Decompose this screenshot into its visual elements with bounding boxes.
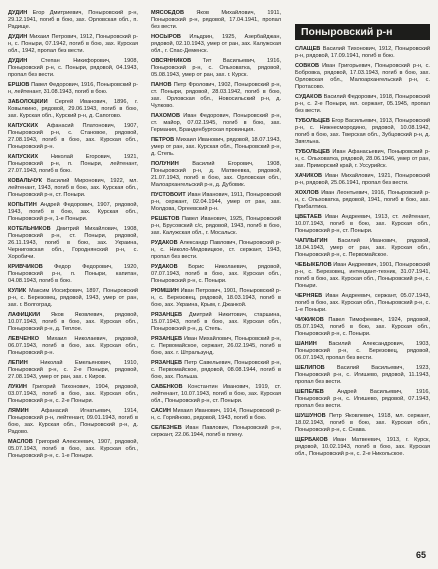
page-number: 65: [415, 550, 426, 560]
memorial-entry: [151, 240, 281, 261]
entry-details: Иван Михайлович, 1921, Поныровский р-н, рядовой, 25.06.1941, пропал без вести.: [295, 173, 430, 186]
entry-details: Василий Васильевич, 1923, Поныровский р-н, с. Игишево, рядовой, 11.1943, пропал без вести.: [295, 365, 430, 385]
memorial-entry: [151, 192, 281, 213]
memorial-entry: [151, 425, 281, 439]
entry-details: Тит Васильевич, 1916, Поныровский р-н, с. Ольховатка, рядовой, 05.08.1943, умер от ран, зах. г. Курск.: [151, 58, 281, 78]
memorial-entry: [8, 408, 138, 436]
memorial-entry: [151, 10, 281, 31]
entry-details: Петр Савельевич, Поныровский р-н, с. Первомайское, рядовой, 08.08.1944, погиб в бою, зах. Польша.: [151, 360, 281, 380]
memorial-entry: [8, 99, 138, 120]
entry-surname: ПУСТОВОЙТ: [151, 192, 186, 198]
entry-details: Петр Яковлевич, 1918, мл. сержант, 18.02.1943, погиб в бою, зах. Курская обл., Поныровский р-н, с. Снава.: [295, 413, 430, 433]
entry-surname: ПОЛУНИН: [151, 161, 179, 167]
entry-surname: НОСЫРОВ: [151, 34, 181, 40]
entry-surname: ХОХЛОВ: [295, 190, 319, 196]
entry-details: Николай Егорович, 1921, Поныровский р-н, п. Поныри, лейтенант, 27.07.1943, погиб в бою.: [8, 154, 138, 174]
entry-details: Иван Павлович, Поныровский р-н, сержант, 22.06.1944, погиб в плену.: [151, 425, 281, 438]
entry-surname: РЕШЕТОВ: [151, 216, 180, 222]
memorial-entry: [151, 216, 281, 237]
memorial-entry: [8, 82, 138, 96]
entry-surname: ТУБОЛЬЦЕВ: [295, 149, 330, 155]
entry-surname: ПЕТРОВ: [151, 137, 175, 143]
column-right: [295, 46, 430, 461]
entry-surname: ДУДИН: [8, 34, 28, 40]
entry-details: Яков Яковлевич, рядовой, 10.07.1943, погиб в бою, зах. Курская обл., Поныровский р-н, д. Теплое.: [8, 312, 138, 332]
memorial-entry: [8, 360, 138, 381]
memorial-entry: [151, 360, 281, 381]
entry-details: Афанасий Платонович, 1907, Поныровский р-н, с. Становое, рядовой, 27.08.1943, погиб в бою, зах. Курская обл., Поныровский р-н.: [8, 123, 138, 150]
entry-details: Максим Иосифович, 1897, Поныровский р-н, с. Березовец, рядовой, 1943, умер от ран, зах. г. Волгоград.: [8, 288, 138, 308]
entry-details: Иван Матвеевич, 1913, г. Курск, рядовой, 10.02.1943, погиб в бою, зах. Курская обл., Поныровский р-н, с. 2-е Никольское.: [295, 437, 430, 457]
entry-surname: ОВСЯННИКОВ: [151, 58, 192, 64]
memorial-entry: [151, 384, 281, 405]
memorial-entry: [295, 437, 430, 458]
entry-details: Михаил Петрович, 1912, Поныровский р-н, с. Поныри, 07.1942, погиб в бою, зах. Курская обл., 1942, пропал без вести.: [8, 34, 138, 54]
entry-surname: ПАХОМОВ: [151, 113, 181, 119]
memorial-entry: [8, 264, 138, 285]
memorial-entry: [8, 226, 138, 261]
entry-details: Василий Федорович, 1918, Поныровский р-н, с. 2-е Поныри, мл. сержант, 05.1945, пропал без вести.: [295, 94, 430, 114]
entry-surname: ЗАБОЛОЦКИЙ: [8, 99, 48, 105]
entry-surname: РЯЗАНЦЕВ: [151, 312, 183, 318]
entry-surname: ШУШУНОВ: [295, 413, 326, 419]
entry-details: Ильдрин, 1925, Азербайджан, рядовой, 02.10.1943, умер от ран, зах. Калужская обл., г. Спас-Деменск.: [151, 34, 281, 54]
column-middle: [151, 10, 281, 442]
column-left: [8, 10, 138, 463]
memorial-book-page: [8, 10, 430, 562]
entry-details: Иван Андреевич, сержант, 05.07.1943, погиб в бою, зах. Курская обл., Поныровский р-н, с. 1-е Поныри.: [295, 293, 430, 313]
section-title: Поныровский р-н: [295, 24, 430, 40]
memorial-entry: [151, 137, 281, 158]
entry-details: Павел Федорович, 1916, Поныровский р-н, лейтенант, 31.08.1943, погиб в бою.: [8, 82, 138, 95]
entry-details: Константин Иванович, 1919, ст. лейтенант, 10.07.1943, погиб в бою, зах. Курская обл., Поныровский р-н, ст. Поныри.: [151, 384, 281, 404]
entry-details: Александр Павлович, Поныровский р-н, с. Николо-Медовицкое, ст. сержант, 1943, пропал без вести.: [151, 240, 281, 260]
entry-surname: САСИН: [151, 408, 171, 414]
memorial-entry: [151, 161, 281, 189]
entry-details: Яков Михайлович, 1911, Поныровский р-н, рядовой, 17.04.1941, пропал без вести.: [151, 10, 281, 30]
entry-details: Сергей Иванович, 1896, г. Ковылкино, рядовой, 29.06.1943, погиб в бою, зах. Курская обл., Курский р-н, д. Сапогово.: [8, 99, 138, 119]
entry-surname: ЧАПЛЫГИН: [295, 238, 328, 244]
entry-surname: РЮМШИН: [151, 288, 179, 294]
entry-details: Василий Александрович, 1903, Поныровский р-н, с. Березовец, рядовой, 06.07.1943, пропал без вести.: [295, 341, 430, 361]
entry-details: Николай Емельянович, 1910, Поныровский р-н, с. 2-е Поныри, рядовой, 27.08.1943, умер от ран, зах. г. Киров.: [8, 360, 138, 380]
memorial-entry: [8, 154, 138, 175]
entry-details: Иван Афанасьевич, Поныровский р-н, с. Ольховатка, рядовой, 28.06.1946, умер от ран, зах. Приморский край, г. Уссурийск.: [295, 149, 430, 169]
memorial-entry: [295, 317, 430, 338]
entry-details: Иван Федорович, Поныровский р-н, ст. майор, 07.02.1945, погиб в бою, зах. Германия, Бранденбургская провинция.: [151, 113, 281, 133]
entry-surname: ЛЯМИН: [8, 408, 29, 414]
entry-surname: ЕРШОВ: [8, 82, 30, 88]
entry-surname: СЕЛЕЗНЕВ: [151, 425, 182, 431]
entry-details: Андрей Васильевич, 1916, Поныровский р-н, с. Игишево, рядовой, 07.1943, пропал без вести.: [295, 389, 430, 409]
entry-surname: КОВАЛЬЧУК: [8, 178, 42, 184]
memorial-entry: [151, 34, 281, 55]
memorial-entry: [295, 293, 430, 314]
memorial-entry: [151, 113, 281, 134]
memorial-entry: [8, 34, 138, 55]
entry-surname: РУДАКОВ: [151, 264, 178, 270]
entry-surname: ЧИЖИКОВ: [295, 317, 324, 323]
memorial-entry: [8, 58, 138, 79]
entry-details: Афанасий Игнатьевич, 1914, Поныровский р-н, лейтенант, 09.01.1943, погиб в бою, зах. Курская обл., Поныровский р-н, д. Радово.: [8, 408, 138, 435]
entry-surname: КУЛИК: [8, 288, 27, 294]
entry-surname: ШЕЛИПОВ: [295, 365, 325, 371]
memorial-entry: [8, 10, 138, 31]
memorial-entry: [8, 288, 138, 309]
entry-surname: РЯЗАНЦЕВ: [151, 360, 183, 366]
entry-surname: ЛУКИН: [8, 384, 27, 390]
memorial-entry: [8, 178, 138, 199]
entry-details: Борис Николаевич, рядовой, 07.07.1943, погиб в бою, зах. Курская обл., Поныровский р-н, с. Поныри.: [151, 264, 281, 284]
memorial-entry: [8, 336, 138, 357]
entry-surname: КОПЫТИН: [8, 202, 37, 208]
memorial-entry: [295, 149, 430, 170]
entry-details: Михаил Иванович, рядовой, 18.07.1943, умер от ран, зах. Курская обл., Поныровский р-н, д. Степь.: [151, 137, 281, 157]
memorial-entry: [295, 238, 430, 259]
memorial-entry: [295, 118, 430, 146]
entry-details: Егор Васильевич, 1913, Поныровский р-н, с. Нижнесмородино, рядовой, 10.08.1942, погиб в бою, зах. Тверская обл., Зубцовский р-н, д. Звягльна.: [295, 118, 430, 145]
memorial-entry: [295, 173, 430, 187]
entry-surname: СОВКОВ: [295, 63, 320, 69]
entry-surname: ЛЕПИН: [8, 360, 28, 366]
entry-surname: РЯЗАНЦЕВ: [151, 336, 183, 342]
entry-surname: ЧЕБЫКЕЛОВ: [295, 262, 332, 268]
entry-surname: КАПУСКИХ: [8, 154, 39, 160]
memorial-entry: [295, 341, 430, 362]
memorial-entry: [151, 264, 281, 285]
entry-details: Иван Леонтьевич, 1916, Поныровский р-н, с. Ольховатка, рядовой, 1941, погиб в бою, зах. Прибалтика.: [295, 190, 430, 210]
memorial-entry: [295, 262, 430, 290]
entry-details: Федор Федорович, 1920, Поныровский р-н, п. Поныри, капитан, 04.08.1943, погиб в бою.: [8, 264, 138, 284]
memorial-entry: [295, 94, 430, 115]
entry-surname: СУДАКОВ: [295, 94, 322, 100]
memorial-entry: [151, 336, 281, 357]
entry-details: Григорий Алексеевич, 1907, рядовой, 05.07.1943, погиб в бою, зах. Курская обл., Поныровский р-н, с. 1-е Поныри.: [8, 439, 138, 459]
memorial-entry: [8, 312, 138, 333]
entry-surname: ЛАФИЦКИЙ: [8, 312, 41, 318]
entry-surname: ТУБОЛЬЦЕВ: [295, 118, 330, 124]
entry-details: Павел Тимофеевич, 1924, рядовой, 05.07.1943, погиб в бою, зах. Курская обл., Поныровский р-н, с. Поныри.: [295, 317, 430, 337]
memorial-entry: [295, 214, 430, 235]
entry-surname: ДУДИН: [8, 58, 28, 64]
memorial-entry: [295, 413, 430, 434]
entry-details: Дмитрий Никитович, старшина, 15.07.1943, погиб в бою, зах. Курская обл., Поныровский р-н, д. Степь.: [151, 312, 281, 332]
entry-surname: СЛАЩЕВ: [295, 46, 321, 52]
entry-surname: САВЕНКОВ: [151, 384, 183, 390]
memorial-entry: [151, 288, 281, 309]
memorial-entry: [151, 58, 281, 79]
entry-surname: КАПУСКИХ: [8, 123, 39, 129]
entry-details: Михаил Николаевич, рядовой, 06.07.1943, погиб в бою, зах. Курская обл., Поныровский р-н.: [8, 336, 138, 356]
entry-details: Василий Иванович, рядовой, 18.04.1943, умер от ран, зах. Курская обл., Поныровский р-н, с. Первомайское.: [295, 238, 430, 258]
memorial-entry: [151, 312, 281, 333]
entry-details: Иван Андреевич, 1901, Поныровский р-н, с. Березовец, интендант-техник, 31.07.1941, погиб в бою, зах. Курская обл., Поныровский р-н, с. Поныри.: [295, 262, 430, 289]
entry-details: Василий Тихонович, 1912, Поныровский р-н, рядовой, 17.09.1941, погиб в бою.: [295, 46, 430, 59]
entry-details: Петр Фролович, 1902, Поныровский р-н, ст. Поныри, рядовой, 28.03.1942, погиб в бою, зах. Орловская обл., Новосильский р-н, д. Чулково.: [151, 82, 281, 109]
entry-surname: ДУДИН: [8, 10, 28, 16]
entry-details: Иван Иванович, 1911, Поныровский р-н, сержант, 02.04.1944, умер от ран, зах. Молдова, Оргеевский р-н.: [151, 192, 281, 212]
memorial-entry: [295, 389, 430, 410]
entry-surname: КРИВЧИКОВ: [8, 264, 43, 270]
memorial-entry: [8, 123, 138, 151]
entry-details: Егор Дмитриевич, Поныровский р-н, 29.12.1941, погиб в бою, зах. Орловская обл., п. Радище.: [8, 10, 138, 30]
memorial-entry: [151, 82, 281, 110]
entry-details: Василий Миронович, 1922, мл. лейтенант, 1943, погиб в бою, зах. Курская обл., Поныровский р-н, ст. Поныри.: [8, 178, 138, 198]
entry-details: Василий Егорович, 1908, Поныровский р-н, д. Матвеевка, рядовой, 21.07.1943, погиб в бою, зах. Орловская обл., Малоархангельский р-н, д. Дубовик.: [151, 161, 281, 188]
entry-details: Андрей Федорович, 1907, рядовой, 1943, погиб в бою, зах. Курская обл., Поныровский р-н, 1-е Поныри.: [8, 202, 138, 222]
memorial-entry: [8, 384, 138, 405]
entry-details: Павел Иванович, 1925, Поныровский р-н, Брусовский с/с, рядовой, 1943, погиб в бою, зах. Калужская обл., г. Мосальск.: [151, 216, 281, 236]
entry-details: Иван Михайлович, Поныровский р-н, с. Первомайское, сержант, 26.02.1945, погиб в бою, зах. г. Штральзунд.: [151, 336, 281, 356]
entry-surname: ШАНИН: [295, 341, 317, 347]
memorial-entry: [295, 46, 430, 60]
entry-surname: ЧЕРНЯЕВ: [295, 293, 323, 299]
memorial-entry: [295, 63, 430, 91]
entry-details: Степан Никифорович, 1908, Поныровский р-н, с. Поныри, рядовой, 04.1943, пропал без вести.: [8, 58, 138, 78]
entry-surname: КОТЕЛЬНИКОВ: [8, 226, 51, 232]
entry-surname: ХАЧИКОВ: [295, 173, 323, 179]
entry-surname: РУДАКОВ: [151, 240, 178, 246]
memorial-entry: [295, 190, 430, 211]
memorial-entry: [8, 202, 138, 223]
entry-surname: МЯСОЕДОВ: [151, 10, 185, 16]
entry-details: Иван Андреевич, 1913, ст. лейтенант, 10.07.1943, погиб в бою, зах. Курская обл., Поныровский р-н, ст. Поныри.: [295, 214, 430, 234]
entry-surname: ПАНОВ: [151, 82, 172, 88]
entry-details: Иван Петрович, 1901, Поныровский р-н, с. Березовец, рядовой, 18.03.1943, погиб в бою, зах. Украина, Крым, г. Джанкой.: [151, 288, 281, 308]
memorial-entry: [8, 439, 138, 460]
entry-details: Дмитрий Михайлович, 1908, Поныровский р-н, ст. Поныри, рядовой, 26.11.1943, погиб в бою, зах. Украина, Черниговская обл., Городнянский р-н, с. Хоробичи.: [8, 226, 138, 260]
entry-surname: ЛЕВЧЕНКО: [8, 336, 39, 342]
entry-details: Михаил Иванович, 1914, Поныровский р-н, с. Горяйново, рядовой, 1943, погиб в бою.: [151, 408, 281, 421]
memorial-entry: [295, 365, 430, 386]
entry-details: Григорий Тихонович, 1904, рядовой, 03.07.1943, погиб в бою, зах. Курская обл., Поныровский р-н, с. 2-е Поныри.: [8, 384, 138, 404]
entry-details: Иван Григорьевич, Поныровский р-н, с. Бобровка, рядовой, 17.03.1943, погиб в бою, зах. Орловская обл., Малоархангельский р-н, с. Протасово.: [295, 63, 430, 90]
memorial-entry: [151, 408, 281, 422]
entry-surname: МАСЛОВ: [8, 439, 33, 445]
entry-surname: ЦВЕТАЕВ: [295, 214, 322, 220]
entry-surname: ЩЕРБАКОВ: [295, 437, 328, 443]
entry-surname: ШЕПЕЛЕВ: [295, 389, 324, 395]
